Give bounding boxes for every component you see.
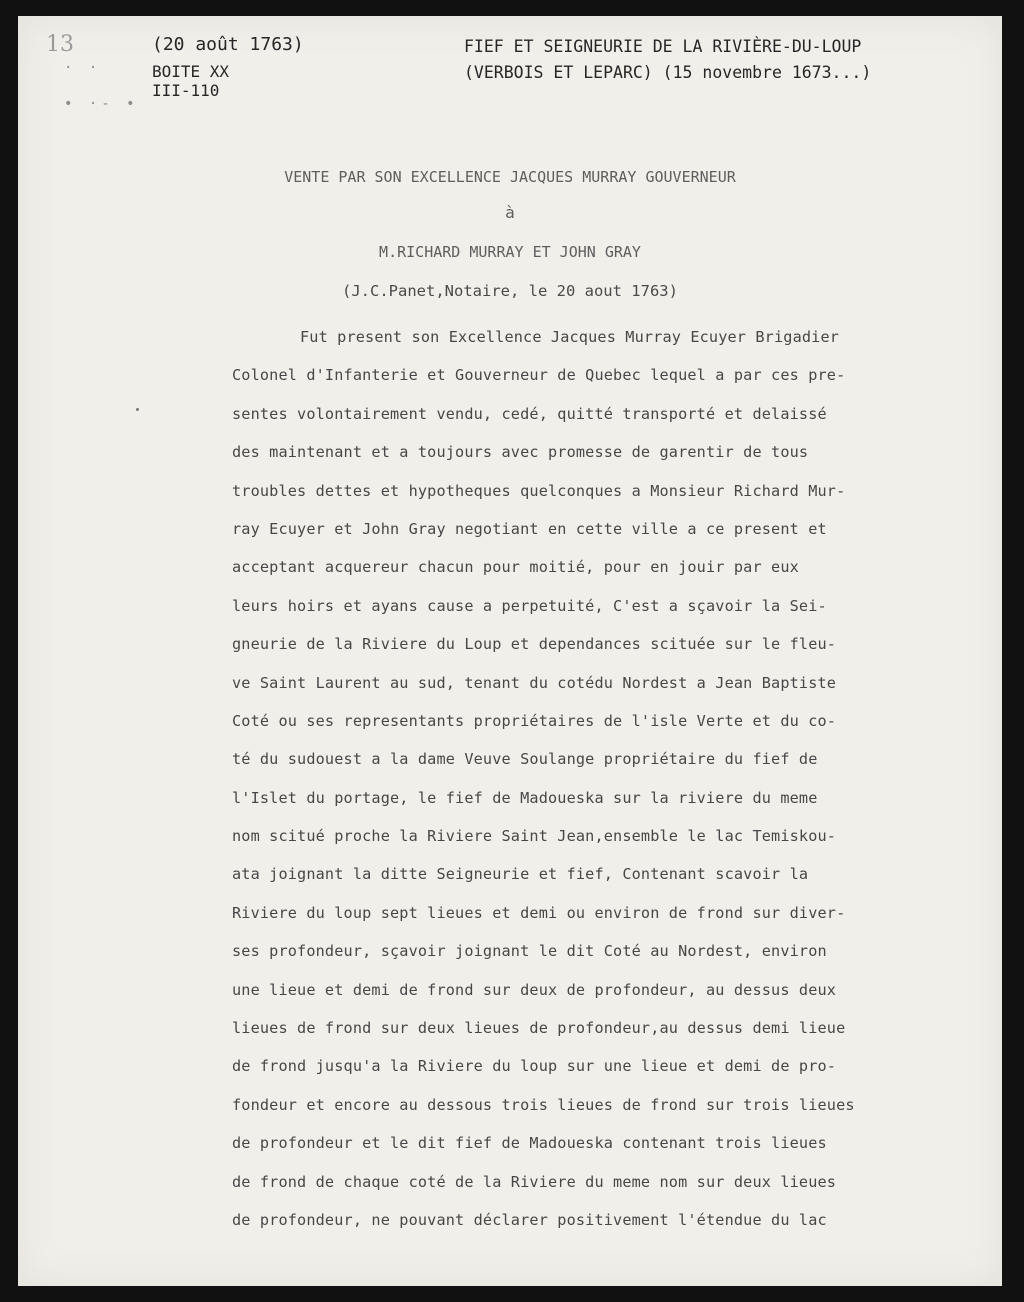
body-line: Riviere du loup sept lieues et demi ou environ de frond sur diver-: [232, 903, 846, 922]
body-line: té du sudouest a la dame Veuve Soulange propriétaire du fief de: [232, 750, 818, 769]
document-title: VENTE PAR SON EXCELLENCE JACQUES MURRAY GOUVERNEUR: [284, 168, 736, 186]
body-line: leurs hoirs et ayans cause a perpetuité, C'est a sçavoir la Sei-: [232, 596, 827, 615]
header-fief-title: FIEF ET SEIGNEURIE DE LA RIVIÈRE-DU-LOUP: [464, 37, 862, 56]
margin-dot-icon: [136, 408, 139, 411]
body-line: nom scitué proche la Riviere Saint Jean,ensemble le lac Temiskou-: [232, 827, 837, 846]
header-left: [152, 34, 304, 101]
body-line: fondeur et encore au dessous trois lieues de frond sur trois lieues: [232, 1095, 855, 1114]
body-line: ray Ecuyer et John Gray negotiant en cette ville a ce present et: [232, 519, 827, 538]
document-page: [18, 16, 1002, 1286]
body-line: sentes volontairement vendu, cedé, quitté transporté et delaissé: [232, 404, 827, 423]
body-line: une lieue et demi de frond sur deux de profondeur, au dessus deux: [232, 980, 837, 999]
body-line: acceptant acquereur chacun pour moitié, pour en jouir par eux: [232, 558, 799, 577]
body-line: des maintenant et a toujours avec promesse de garentir de tous: [232, 443, 809, 462]
body-line: de profondeur et le dit fief de Madoueska contenant trois lieues: [232, 1134, 827, 1153]
body-line: Fut present son Excellence Jacques Murray Ecuyer Brigadier: [300, 328, 840, 346]
header-box: BOITE XX: [152, 62, 230, 82]
body-line: ses profondeur, sçavoir joignant le dit Coté au Nordest, environ: [232, 942, 827, 961]
document-body: [232, 318, 996, 1239]
body-line: de profondeur, ne pouvant déclarer positivement l'étendue du lac: [232, 1210, 827, 1229]
header-date: (20 août 1763): [152, 34, 304, 55]
document-title-connector: à: [505, 203, 515, 222]
body-line: ve Saint Laurent au sud, tenant du cotédu Nordest a Jean Baptiste: [232, 673, 837, 692]
body-line: lieues de frond sur deux lieues de profondeur,au dessus demi lieue: [232, 1019, 846, 1038]
header-right: [464, 34, 871, 87]
body-line: l'Islet du portage, le fief de Madoueska sur la riviere du meme: [232, 788, 818, 807]
header-fief-subtitle: (VERBOIS ET LEPARC) (15 novembre 1673...): [464, 63, 872, 83]
document-notary: (J.C.Panet,Notaire, le 20 aout 1763): [342, 282, 678, 300]
body-line: Colonel d'Infanterie et Gouverneur de Quebec lequel a par ces pre-: [232, 366, 846, 385]
body-line: ata joignant la ditte Seigneurie et fief, Contenant scavoir la: [232, 865, 809, 884]
body-line: gneurie de la Riviere du Loup et dependances scituée sur le fleu-: [232, 635, 837, 654]
document-title-parties: M.RICHARD MURRAY ET JOHN GRAY: [379, 243, 641, 261]
body-line: Coté ou ses representants propriétaires de l'isle Verte et du co-: [232, 711, 837, 730]
pencil-marks-icon: · ·: [64, 60, 102, 76]
page-number: 13: [46, 32, 74, 57]
header-reference: III-110: [152, 81, 220, 101]
body-line: de frond de chaque coté de la Riviere du meme nom sur deux lieues: [232, 1172, 837, 1191]
pencil-marks-icon: • ·- •: [64, 96, 139, 112]
body-line: troubles dettes et hypotheques quelconques a Monsieur Richard Mur-: [232, 481, 846, 500]
body-line: de frond jusqu'a la Riviere du loup sur une lieue et demi de pro-: [232, 1057, 837, 1076]
